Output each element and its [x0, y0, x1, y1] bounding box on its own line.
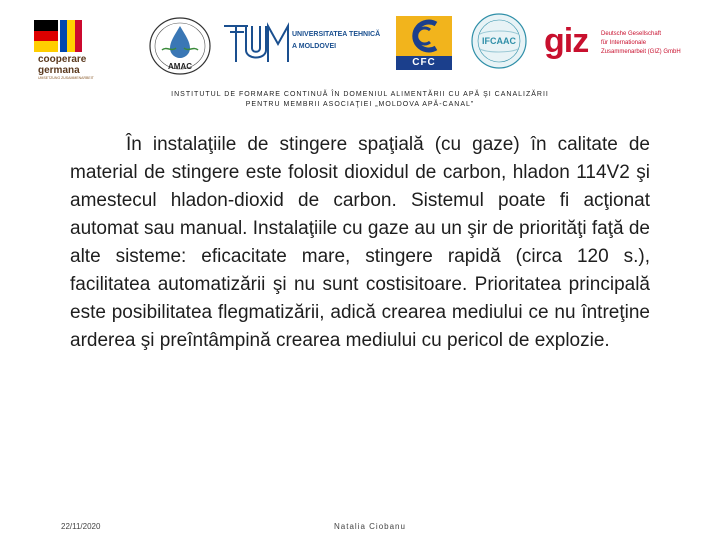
- cooperare-word: cooperare: [38, 54, 87, 65]
- amac-logo: [146, 16, 214, 76]
- utm-emblem-icon: [222, 20, 292, 68]
- utm-line1: UNIVERSITATEA TEHNICĂ: [292, 31, 381, 38]
- header-line1: INSTITUTUL DE FORMARE CONTINUĂ ÎN DOMENIUL ALIMENTĂRII CU APĂ ŞI CANALIZĂRII: [171, 91, 549, 98]
- header-line2: PENTRU MEMBRII ASOCIAŢIEI „MOLDOVA APĂ-CANAL”: [245, 101, 475, 108]
- cfc-label: CFC: [396, 56, 452, 70]
- ifcaac-emblem-icon: [470, 12, 528, 70]
- cooperare-tagline: UMSETZUNG ZUSAMMENARBEIT: [38, 76, 94, 80]
- ifcaac-label: IFCAAC: [482, 36, 516, 46]
- giz-text: [601, 30, 681, 57]
- german-flag-icon: [34, 20, 58, 52]
- footer-author: Natalia Ciobanu: [334, 522, 406, 531]
- amac-label: AMAC: [168, 62, 192, 71]
- cfc-emblem-icon: [396, 16, 452, 56]
- utm-logo: [222, 20, 382, 68]
- ifcaac-logo: [470, 12, 528, 70]
- giz-line1: Deutsche Gesellschaft: [601, 31, 662, 37]
- footer-date: 22/11/2020: [61, 522, 101, 531]
- amac-emblem-icon: [146, 16, 214, 76]
- logo-strip: [0, 0, 720, 88]
- giz-line2: für Internationale: [601, 40, 647, 46]
- giz-logo: [544, 22, 714, 66]
- germana-word: germana: [38, 65, 80, 76]
- utm-line2: A MOLDOVEI: [292, 43, 337, 50]
- cfc-logo: [396, 16, 452, 70]
- utm-text: [292, 29, 380, 53]
- moldovan-flag-icon: [60, 20, 82, 52]
- body-paragraph: În instalaţiile de stingere spaţială (cu gaze) în calitate de material de stingere este folosit dioxidul de carbon, hladon 114V2 şi amestecul hladon-dioxid de carbon. Sistemul poate fi acţionat automat sau manual. Instalaţiile cu gaze au un şir de priorităţi faţă de alte sisteme: eficacitate mare, stingere rapidă (circa 120 s.), facilitatea automatizării şi nu sunt costisitoare. Prioritatea principală este posibilitatea flegmatizării, adică crearea mediului ce nu întreţine arderea şi preîntâmpină crearea mediului cu pericol de explozie.: [70, 134, 650, 351]
- giz-line3: Zusammenarbeit (GIZ) GmbH: [601, 49, 681, 55]
- cooperare-germana-logo: [34, 20, 126, 80]
- giz-word: giz: [544, 22, 589, 60]
